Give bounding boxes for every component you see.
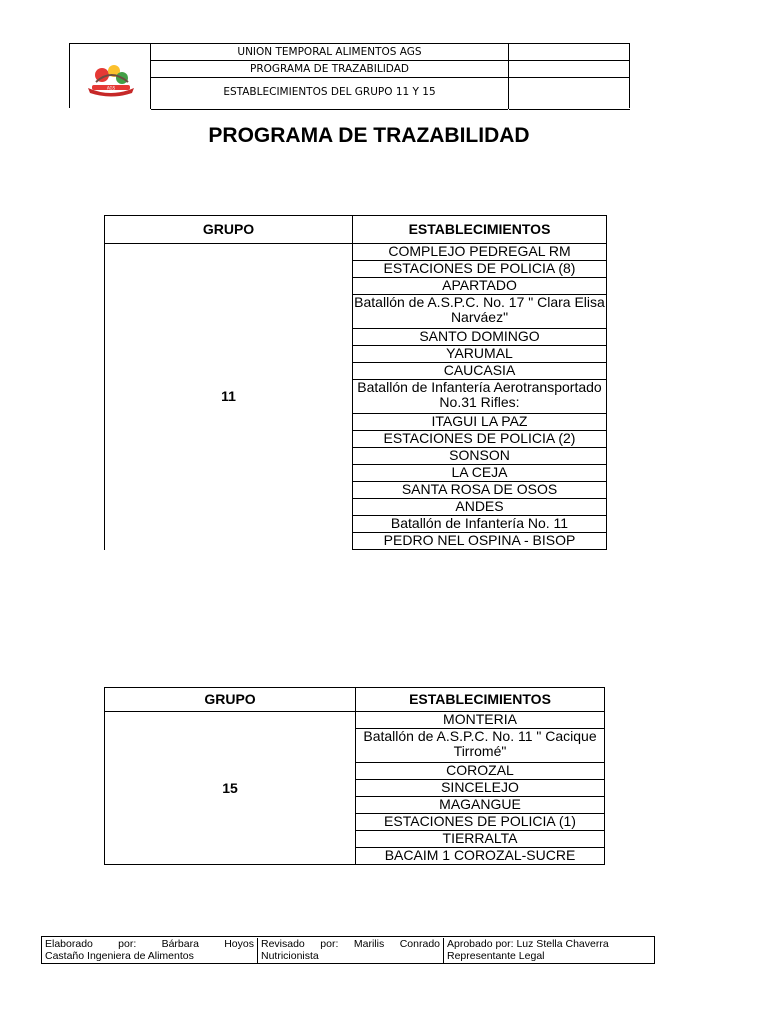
footer-aprobado xyxy=(444,938,654,964)
header-right-cell xyxy=(509,78,630,110)
establishment-cell: ESTACIONES DE POLICIA (1) xyxy=(356,814,605,831)
aprobado-line-1: Aprobado por: Luz Stella Chaverra xyxy=(447,938,609,950)
header-subject: ESTABLECIMIENTOS DEL GRUPO 11 Y 15 xyxy=(151,78,508,110)
footer-elaborado xyxy=(42,938,258,964)
establishment-cell: COMPLEJO PEDREGAL RM xyxy=(353,244,607,261)
establishment-cell: SINCELEJO xyxy=(356,780,605,797)
logo-text: AGS xyxy=(106,85,116,91)
approval-footer xyxy=(41,936,655,964)
group-number: 15 xyxy=(105,712,356,865)
establishment-cell: SONSON xyxy=(353,448,607,465)
elaborado-line-2: Castaño Ingeniera de Alimentos xyxy=(45,950,194,962)
establishment-cell: TIERRALTA xyxy=(356,831,605,848)
elaborado-line-1: Elaborado por: Bárbara Hoyos xyxy=(45,938,254,950)
establishment-cell: SANTO DOMINGO xyxy=(353,329,607,346)
establishment-cell: CAUCASIA xyxy=(353,363,607,380)
footer-revisado xyxy=(258,938,444,964)
establishment-cell: MONTERIA xyxy=(356,712,605,729)
revisado-line-2: Nutricionista xyxy=(261,950,319,962)
group-column-header: GRUPO xyxy=(105,216,353,244)
page-title: PROGRAMA DE TRAZABILIDAD xyxy=(208,124,530,147)
establishment-cell: Batallón de Infantería No. 11 xyxy=(353,516,607,533)
establishment-cell: MAGANGUE xyxy=(356,797,605,814)
establishment-cell: LA CEJA xyxy=(353,465,607,482)
header-program-name: PROGRAMA DE TRAZABILIDAD xyxy=(151,61,508,78)
header-titles xyxy=(151,44,508,109)
establishment-cell: Batallón de A.S.P.C. No. 11 " Cacique Tirromé" xyxy=(356,729,605,763)
establishments-column-header: ESTABLECIMIENTOS xyxy=(356,688,605,712)
header-right-cells xyxy=(508,44,630,109)
group-11-table xyxy=(104,215,607,550)
document-header xyxy=(69,43,630,108)
revisado-line-1: Revisado por: Marilis Conrado xyxy=(261,938,440,950)
establishment-cell: SANTA ROSA DE OSOS xyxy=(353,482,607,499)
establishment-cell: YARUMAL xyxy=(353,346,607,363)
aprobado-line-2: Representante Legal xyxy=(447,950,545,962)
group-15-table xyxy=(104,687,605,865)
establishment-cell: ANDES xyxy=(353,499,607,516)
establishment-cell: ESTACIONES DE POLICIA (8) xyxy=(353,261,607,278)
establishment-cell: APARTADO xyxy=(353,278,607,295)
establishment-cell: ESTACIONES DE POLICIA (2) xyxy=(353,431,607,448)
company-logo xyxy=(82,58,140,98)
logo-cell xyxy=(70,44,151,109)
header-right-cell xyxy=(509,61,630,78)
establishment-cell: ITAGUI LA PAZ xyxy=(353,414,607,431)
header-company-name: UNION TEMPORAL ALIMENTOS AGS xyxy=(151,44,508,61)
establishment-cell: PEDRO NEL OSPINA - BISOP xyxy=(353,533,607,550)
header-right-cell xyxy=(509,44,630,61)
establishment-cell: BACAIM 1 COROZAL-SUCRE xyxy=(356,848,605,865)
establishment-cell: COROZAL xyxy=(356,763,605,780)
group-number: 11 xyxy=(105,244,353,550)
establishment-cell: Batallón de A.S.P.C. No. 17 " Clara Elisa Narváez" xyxy=(353,295,607,329)
establishments-column-header: ESTABLECIMIENTOS xyxy=(353,216,607,244)
establishment-cell: Batallón de Infantería Aerotransportado No.31 Rifles: xyxy=(353,380,607,414)
group-column-header: GRUPO xyxy=(105,688,356,712)
